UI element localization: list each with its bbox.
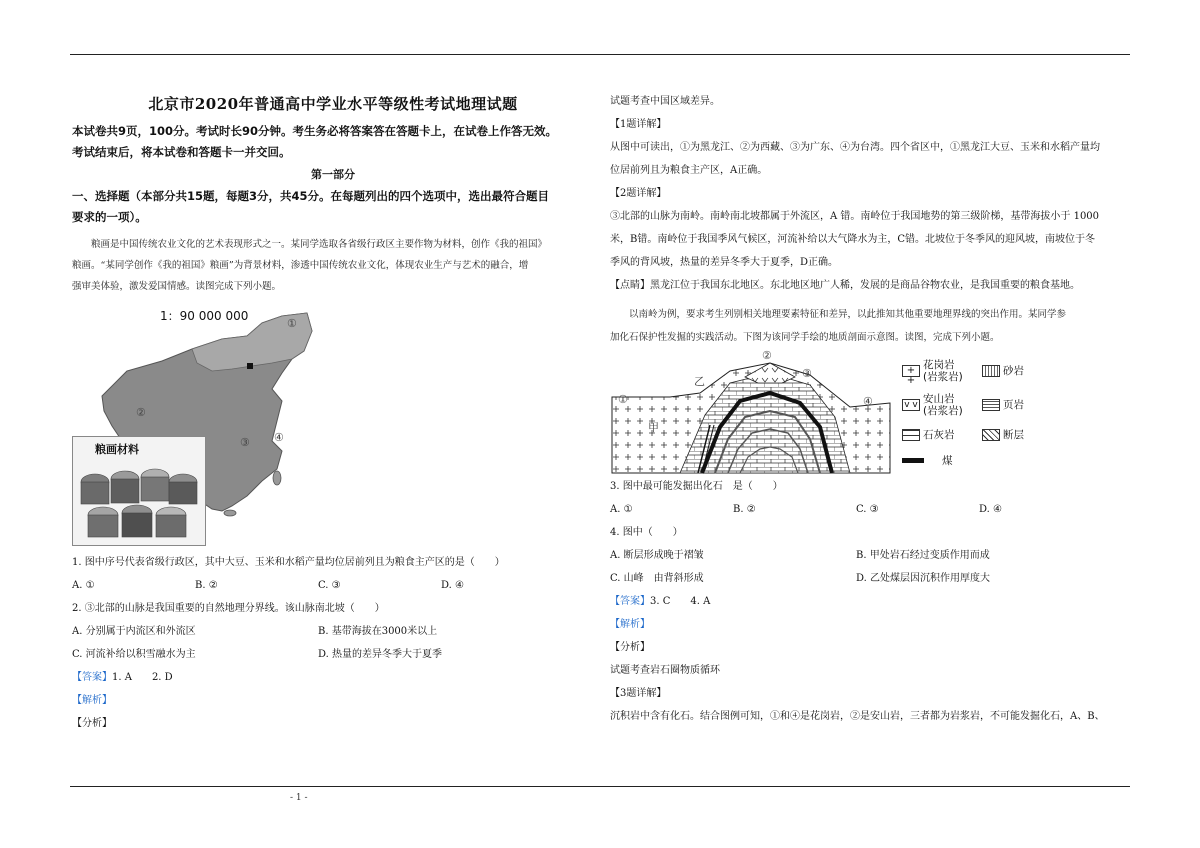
legend-label: 页岩 — [1003, 399, 1024, 411]
question-4-stem: 4. 图中（ ） — [610, 527, 683, 538]
diagram-marker-2: ② — [762, 349, 772, 362]
right-text-line: 沉积岩中含有化石。结合图例可知，①和④是花岗岩，②是安山岩，三者都为岩浆岩，不可能发掘化石，A、B、 — [610, 711, 1105, 722]
question-2-options-row-1 — [72, 620, 594, 643]
right-text-line: ③北部的山脉为南岭。南岭南北坡都属于外流区，A 错。南岭位于我国地势的第三级阶梯，基带海拔小于 1000 — [610, 211, 1100, 222]
question-1-options — [72, 574, 594, 597]
legend-sandstone — [982, 363, 1024, 378]
legend-label: 安山岩 (岩浆岩) — [923, 393, 963, 417]
china-map-figure — [72, 301, 372, 551]
option-a[interactable]: A. ① — [72, 580, 95, 591]
option-c[interactable]: C. ③ — [856, 504, 879, 515]
legend-label: 砂岩 — [1003, 365, 1024, 377]
right-column — [610, 90, 1130, 728]
right-text-line: 试题考查中国区域差异。 — [610, 96, 720, 107]
fault-swatch — [982, 429, 1000, 441]
limestone-swatch — [902, 429, 920, 441]
right-text-line: 【点睛】黑龙江位于我国东北地区。东北地区地广人稀，发展的是商品谷物农业，是我国重要的粮食基地。 — [610, 280, 1080, 291]
question-4-options-row-1 — [610, 544, 1130, 567]
header-rule — [70, 54, 1130, 55]
legend-limestone — [902, 427, 955, 442]
legend-shale — [982, 397, 1024, 412]
part-heading: 第一部分 — [311, 168, 355, 181]
map-scale: 1：90 000 000 — [160, 309, 249, 323]
legend-fault — [982, 427, 1024, 442]
intro-line: 粮画是中国传统农业文化的艺术表现形式之一。某同学选取各省级行政区主要作物为材料，创作《我的祖国》 — [91, 239, 548, 250]
option-b[interactable]: B. ② — [195, 580, 218, 591]
option-c[interactable]: C. 河流补给以积雪融水为主 — [72, 649, 196, 660]
analysis-label: 【解析】 — [610, 619, 650, 630]
option-d[interactable]: D. 乙处煤层因沉积作用厚度大 — [856, 573, 991, 584]
question-3-options — [610, 498, 1130, 521]
fenxi-label: 【分析】 — [72, 718, 112, 729]
left-column — [72, 90, 594, 735]
right-text-line: 季风的背风坡，热量的差异冬季大于夏季，D正确。 — [610, 257, 839, 268]
intro-line: 以南岭为例，要求考生列别相关地理要素特征和差异，以此推知其他重要地理界线的突出作用。某同学参 — [629, 309, 1067, 320]
intro-paragraph — [72, 234, 594, 297]
answer-value: 3. C 4. A — [650, 596, 711, 607]
map-marker-3: ③ — [240, 436, 250, 449]
answer-line — [72, 666, 594, 689]
diagram-label-yi: 乙 — [694, 375, 705, 388]
shale-swatch — [982, 399, 1000, 411]
option-d[interactable]: D. ④ — [441, 580, 464, 591]
right-text-line: 米，B错。南岭位于我国季风气候区，河流补给以大气降水为主，C错。北坡位于冬季风的迎风坡，南坡位于冬 — [610, 234, 1095, 245]
section-heading-2: 要求的一项）。 — [72, 210, 147, 224]
right-text-line: 【2题详解】 — [610, 188, 667, 199]
legend-label: 断层 — [1003, 429, 1024, 441]
andesite-swatch: v v — [902, 399, 920, 411]
legend-label: 煤 — [942, 455, 953, 467]
legend-andesite — [902, 393, 963, 417]
notice-line-1: 本试卷共9页，100分。考试时长90分钟。考生务必将答案答在答题卡上，在试卷上作答无效。 — [72, 124, 558, 138]
question-2-stem: 2. ③北部的山脉是我国重要的自然地理分界线。该山脉南北坡（ ） — [72, 603, 385, 614]
right-text-line: 从图中可读出，①为黑龙江、②为西藏、③为广东、④为台湾。四个省区中，①黑龙江大豆、玉米和水稻产量均 — [610, 142, 1100, 153]
intro-line: 强审美体验，激发爱国情感。读图完成下列小题。 — [72, 281, 282, 292]
map-marker-2: ② — [136, 406, 146, 419]
material-label: 粮画材料 — [95, 443, 139, 456]
diagram-marker-1: ① — [618, 393, 628, 406]
option-c[interactable]: C. 山峰 由背斜形成 — [610, 573, 704, 584]
geologic-section-drawing — [610, 355, 895, 475]
option-b[interactable]: B. 基带海拔在3000米以上 — [318, 626, 438, 637]
intro-2-paragraph — [610, 303, 1130, 349]
paper-title: 北京市2020年普通高中学业水平等级性考试地理试题 — [148, 95, 518, 113]
option-b[interactable]: B. ② — [733, 504, 756, 515]
intro-line: 粮画。“某同学创作《我的祖国》粮画”为背景材料，渗透中国传统农业文化，体现农业生产与艺术的融合，增 — [72, 260, 529, 271]
notice-line-2: 考试结束后，将本试卷和答题卡一并交回。 — [72, 145, 291, 159]
option-a[interactable]: A. ① — [610, 504, 633, 515]
answer-line — [610, 590, 1130, 613]
analysis-label: 【解析】 — [72, 695, 112, 706]
diagram-marker-3: ③ — [802, 367, 812, 380]
diagram-marker-4: ④ — [863, 395, 873, 408]
option-c[interactable]: C. ③ — [318, 580, 341, 591]
answer-label: 【答案】 — [610, 596, 650, 607]
diagram-label-jia: 甲 — [648, 421, 659, 434]
right-text-line: 【3题详解】 — [610, 688, 667, 699]
granite-swatch: + + — [902, 365, 920, 377]
map-marker-4: ④ — [274, 431, 284, 444]
option-d[interactable]: D. ④ — [979, 504, 1002, 515]
answer-value: 1. A 2. D — [112, 672, 173, 683]
answer-label: 【答案】 — [72, 672, 112, 683]
legend-label: 石灰岩 — [923, 429, 955, 441]
intro-line: 加化石保护性发掘的实践活动。下图为该同学手绘的地质剖面示意图。读图，完成下列小题。 — [610, 332, 1000, 343]
grain-material-photo — [72, 436, 206, 546]
section-heading-1: 一、选择题（本部分共15题，每题3分，共45分。在每题列出的四个选项中，选出最符合题目 — [72, 189, 550, 203]
question-1-stem: 1. 图中序号代表省级行政区，其中大豆、玉米和水稻产量均位居前列且为粮食主产区的是（ ） — [72, 557, 505, 568]
legend-coal — [902, 453, 953, 468]
grain-cylinders-image — [73, 437, 207, 547]
option-a[interactable]: A. 分别属于内流区和外流区 — [72, 626, 196, 637]
geologic-section-figure — [610, 349, 1130, 475]
legend-label: 花岗岩 (岩浆岩) — [923, 359, 963, 383]
option-b[interactable]: B. 甲处岩石经过变质作用而成 — [856, 550, 990, 561]
question-3-stem: 3. 图中最可能发掘出化石 是（ ） — [610, 481, 783, 492]
coal-swatch — [902, 458, 924, 463]
question-2-options-row-2 — [72, 643, 594, 666]
legend-granite — [902, 359, 963, 386]
right-text-line: 位居前列且为粮食主产区，A正确。 — [610, 165, 768, 176]
right-text-line: 【分析】 — [610, 642, 650, 653]
sandstone-swatch — [982, 365, 1000, 377]
page-number: - 1 - — [290, 793, 308, 803]
footer-rule — [70, 786, 1130, 787]
question-4-options-row-2 — [610, 567, 1130, 590]
map-marker-1: ① — [287, 317, 297, 330]
right-text-line: 【1题详解】 — [610, 119, 667, 130]
option-d[interactable]: D. 热量的差异冬季大于夏季 — [318, 649, 443, 660]
option-a[interactable]: A. 断层形成晚于褶皱 — [610, 550, 704, 561]
right-text-line: 试题考查岩石圈物质循环 — [610, 665, 720, 676]
